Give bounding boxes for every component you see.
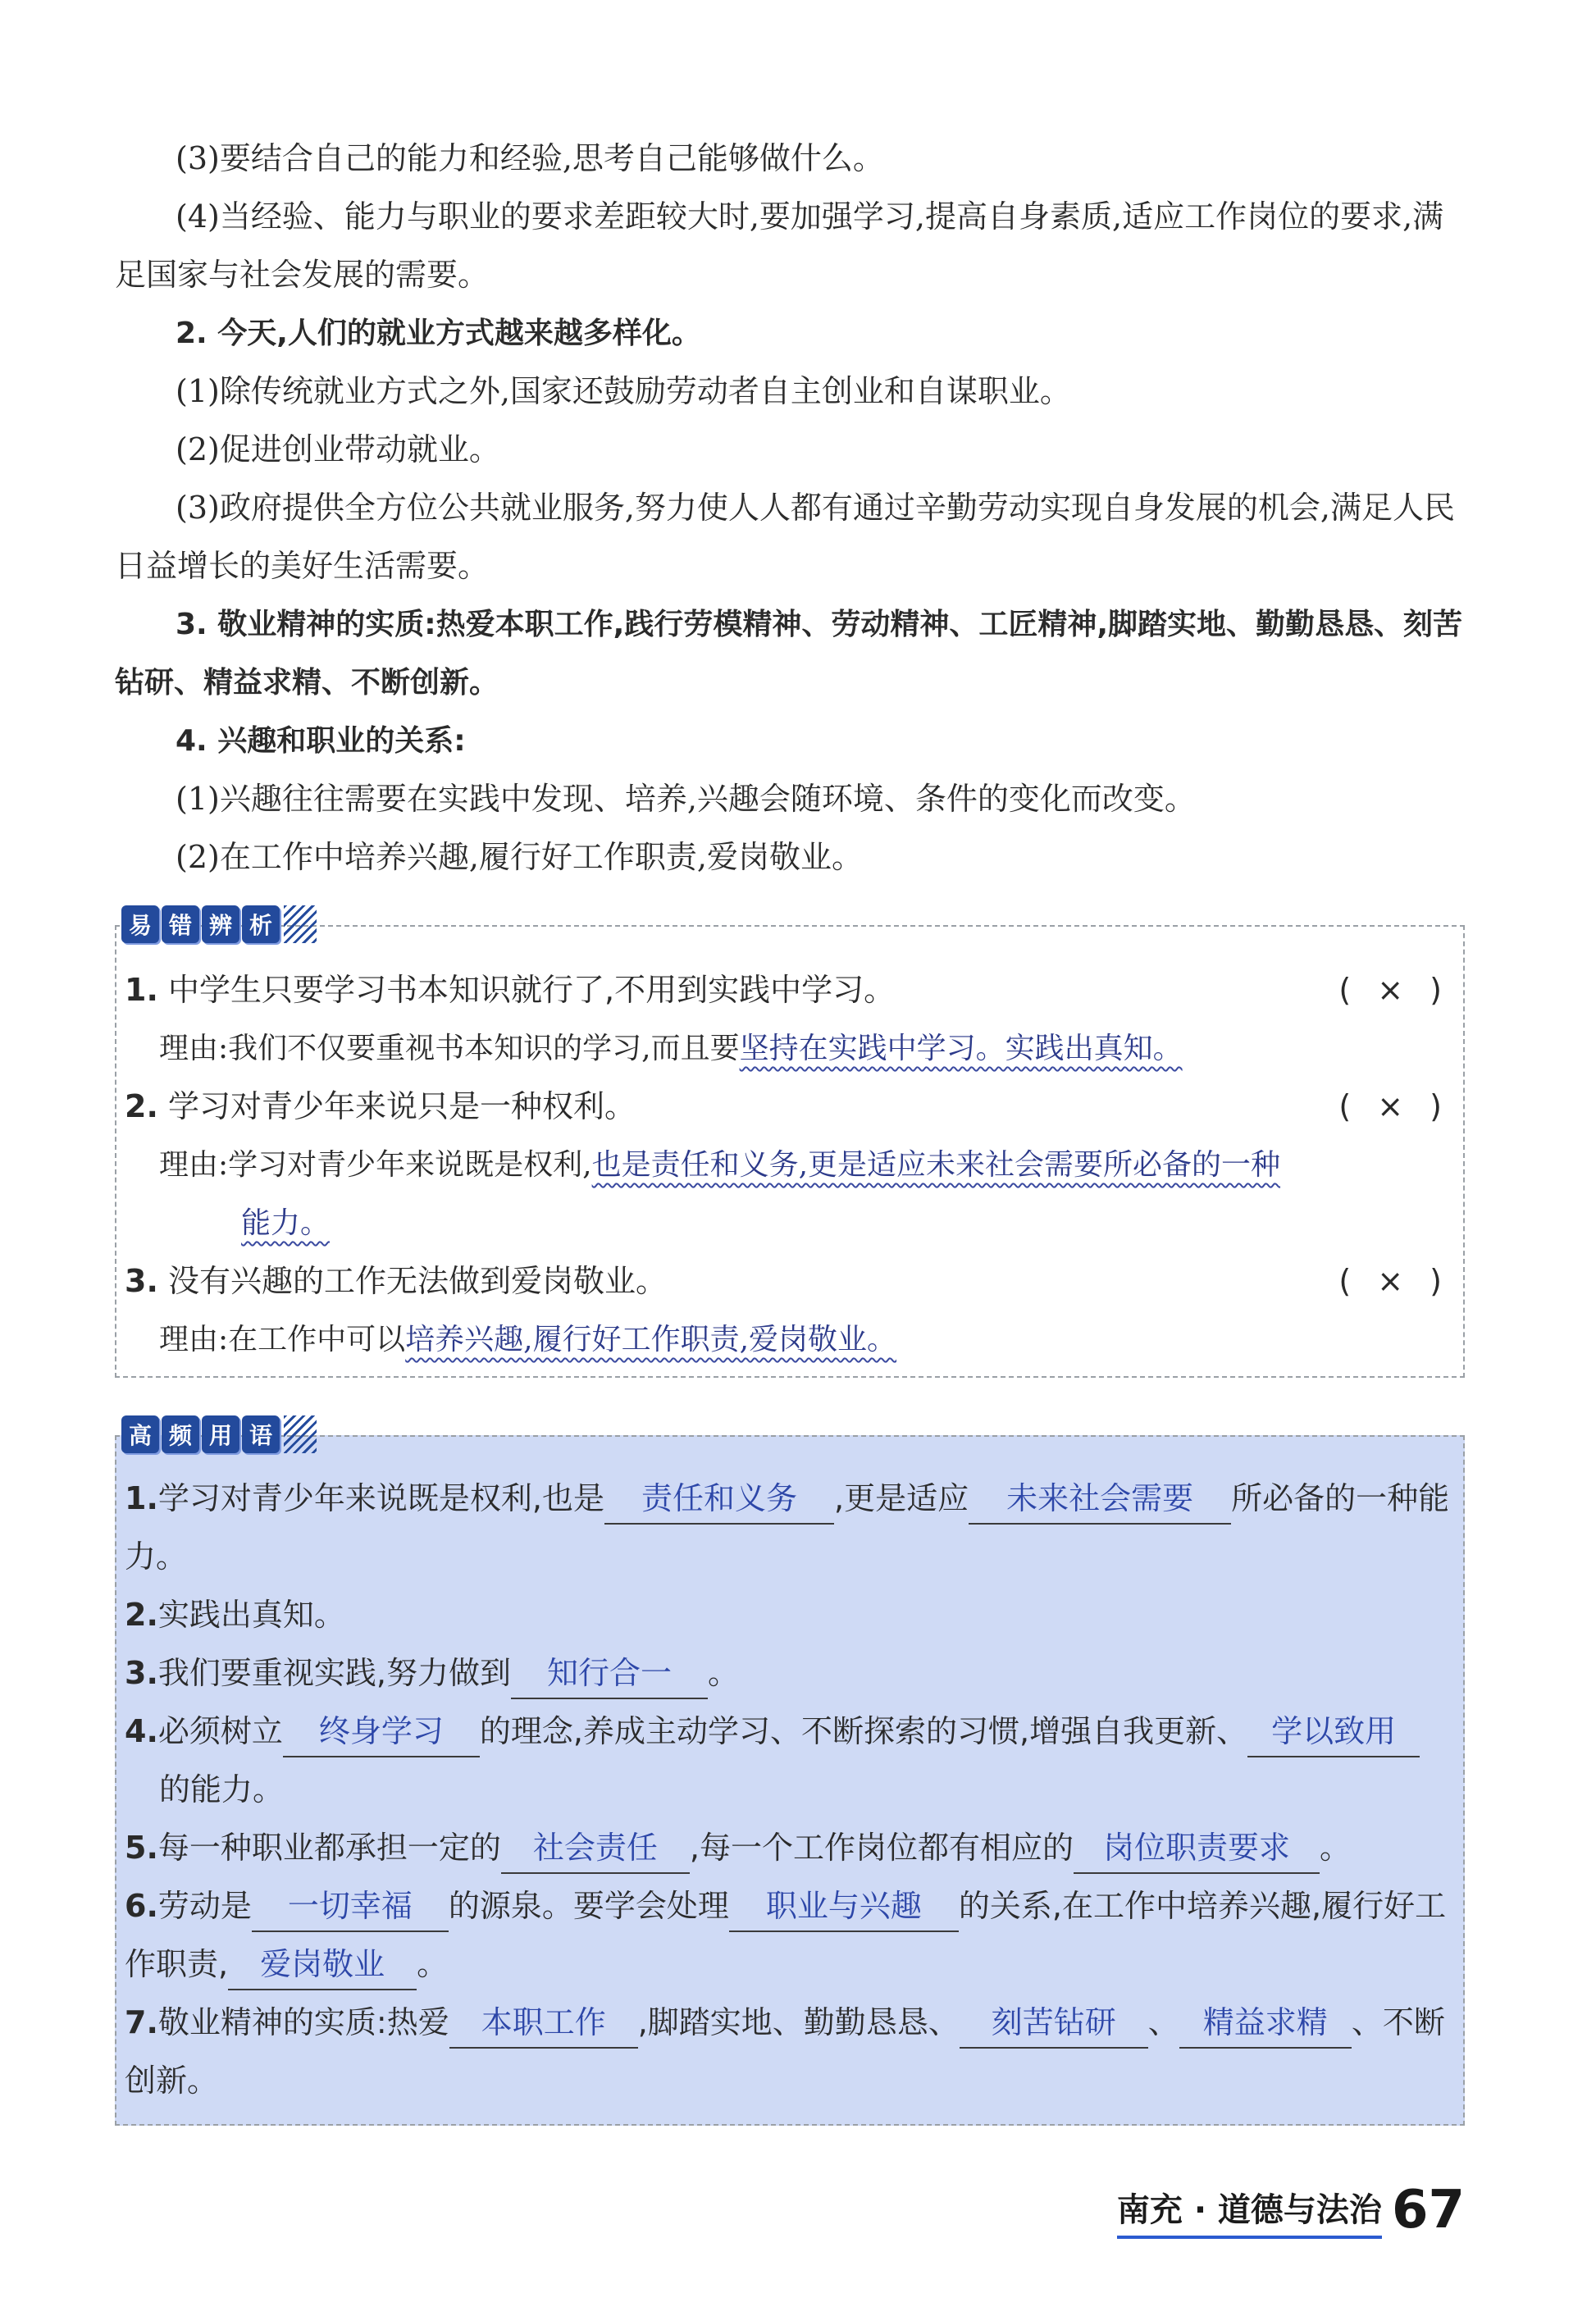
tag-stripes: [284, 905, 317, 943]
answer-blank: 本职工作: [449, 1998, 638, 2049]
tag-char: 语: [242, 1415, 280, 1453]
paragraph: (3)要结合自己的能力和经验,思考自己能够做什么。: [176, 140, 884, 176]
item-text: 我们要重视实践,努力做到: [157, 1655, 511, 1691]
item-number: 3.: [125, 1655, 158, 1691]
handwritten-answer: 也是责任和义务,更是适应未来社会需要所必备的一种: [591, 1148, 1281, 1182]
handwritten-answer: 坚持在实践中学习。实践出真知。: [739, 1032, 1183, 1065]
tag-char: 频: [162, 1415, 199, 1453]
fill-item: [125, 1470, 1450, 1586]
item-number: 7.: [125, 2004, 158, 2040]
judgement-mark: ( × ): [1338, 972, 1450, 1008]
paragraph: (1)兴趣往往需要在实践中发现、培养,兴趣会随环境、条件的变化而改变。: [176, 781, 1196, 817]
question-number: 2.: [125, 1088, 158, 1124]
item-text: 劳动是: [157, 1888, 252, 1924]
question: [125, 1252, 1450, 1311]
paragraph: (1)除传统就业方式之外,国家还鼓励劳动者自主创业和自谋职业。: [176, 373, 1071, 409]
judgement-mark: ( × ): [1338, 1088, 1450, 1124]
item-text: ,每一个工作岗位都有相应的: [689, 1830, 1074, 1866]
question: [125, 1078, 1450, 1136]
answer-blank: 岗位职责要求: [1074, 1823, 1320, 1874]
item-text: 、不断创新。: [125, 2004, 1445, 2099]
answer-blank: 职业与兴趣: [729, 1881, 959, 1932]
handwritten-answer: 培养兴趣,履行好工作职责,爱岗敬业。: [405, 1323, 897, 1356]
answer-blank: 学以致用: [1247, 1707, 1420, 1757]
answer-blank: 精益求精: [1179, 1998, 1352, 2049]
knowledge-points: [115, 130, 1468, 887]
item-text: 。: [417, 1946, 449, 1982]
answer-blank: 责任和义务: [604, 1474, 834, 1525]
paragraph: (2)在工作中培养兴趣,履行好工作职责,爱岗敬业。: [176, 839, 863, 875]
answer-blank: 知行合一: [511, 1648, 708, 1699]
key-phrases-box: [115, 1422, 1465, 2126]
fill-item: [125, 1819, 1450, 1877]
reason-label: 理由:: [159, 1148, 229, 1182]
item-text: 的关系,在工作中培养兴趣,履行好工作职责,: [125, 1888, 1447, 1982]
item-number: 5.: [125, 1830, 158, 1866]
answer-blank: 社会责任: [501, 1823, 690, 1874]
reason-printed: 在工作中可以: [228, 1323, 406, 1356]
tag-char: 高: [121, 1415, 159, 1453]
item-text: ,更是适应: [833, 1480, 969, 1516]
item-text: 的理念,养成主动学习、不断探索的习惯,增强自我更新、: [479, 1713, 1248, 1749]
question-text: 中学生只要学习书本知识就行了,不用到实践中学习。: [167, 972, 896, 1008]
item-text: 。: [1320, 1830, 1352, 1866]
reason-printed: 我们不仅要重视书本知识的学习,而且要: [228, 1032, 740, 1065]
error-analysis-box: [115, 912, 1465, 1378]
section-heading: 3. 敬业精神的实质:热爱本职工作,践行劳模精神、劳动精神、工匠精神,脚踏实地、勤勤恳恳、刻苦钻研、精益求精、不断创新。: [115, 608, 1463, 700]
item-text: 敬业精神的实质:热爱: [157, 2004, 449, 2040]
tag-char: 析: [242, 905, 280, 943]
fill-item: [125, 1703, 1450, 1819]
page-number: 67: [1391, 2180, 1465, 2240]
item-text: 实践出真知。: [157, 1597, 345, 1633]
page-footer: [1117, 2181, 1465, 2239]
question-number: 3.: [125, 1263, 158, 1299]
item-number: 1.: [125, 1480, 158, 1516]
reason: [125, 1311, 1450, 1369]
tag-char: 错: [162, 905, 199, 943]
fill-item: [125, 1994, 1450, 2110]
item-text: 必须树立: [157, 1713, 283, 1749]
question-number: 1.: [125, 972, 158, 1008]
item-text: 。: [707, 1655, 739, 1691]
item-text: 每一种职业都承担一定的: [157, 1830, 501, 1866]
paragraph: (3)政府提供全方位公共就业服务,努力使人人都有通过辛勤劳动实现自身发展的机会,满足人民日益增长的美好生活需要。: [115, 490, 1455, 584]
item-text: 学习对青少年来说既是权利,也是: [157, 1480, 604, 1516]
paragraph: (2)促进创业带动就业。: [176, 431, 500, 467]
reason-printed: 学习对青少年来说既是权利,: [228, 1148, 592, 1182]
reason-label: 理由:: [159, 1032, 229, 1065]
tag-char: 易: [121, 905, 159, 943]
paragraph: (4)当经验、能力与职业的要求差距较大时,要加强学习,提高自身素质,适应工作岗位的要求,满足国家与社会发展的需要。: [115, 198, 1444, 293]
answer-blank: 未来社会需要: [969, 1474, 1231, 1525]
item-text: 、: [1147, 2004, 1179, 2040]
tag-stripes: [284, 1415, 317, 1453]
answer-blank: 终身学习: [283, 1707, 480, 1757]
item-text: 的能力。: [159, 1771, 285, 1807]
reason: [125, 1019, 1450, 1078]
item-number: 6.: [125, 1888, 158, 1924]
fill-item: [125, 1644, 1450, 1703]
question: [125, 961, 1450, 1019]
handwritten-answer: 能力。: [241, 1206, 331, 1240]
tag-char: 辨: [202, 905, 239, 943]
key-phrases-tag: [121, 1415, 317, 1453]
item-number: 4.: [125, 1713, 158, 1749]
answer-blank: 刻苦钻研: [960, 1998, 1148, 2049]
section-heading: 2. 今天,人们的就业方式越来越多样化。: [176, 317, 701, 350]
error-analysis-tag: [121, 905, 317, 943]
item-text: 所必备的一种能力。: [125, 1480, 1450, 1575]
book-subject-label: 南充 · 道德与法治: [1117, 2184, 1382, 2239]
question-text: 学习对青少年来说只是一种权利。: [167, 1088, 636, 1124]
answer-blank: 一切幸福: [252, 1881, 449, 1932]
fill-item: [125, 1877, 1450, 1994]
judgement-mark: ( × ): [1338, 1263, 1450, 1299]
reason: [125, 1136, 1450, 1252]
tag-char: 用: [202, 1415, 239, 1453]
section-heading: 4. 兴趣和职业的关系:: [176, 724, 466, 758]
item-text: 的源泉。要学会处理: [448, 1888, 729, 1924]
question-text: 没有兴趣的工作无法做到爱岗敬业。: [167, 1263, 667, 1299]
fill-item: [125, 1586, 1450, 1644]
answer-blank: 爱岗敬业: [228, 1940, 417, 1990]
reason-label: 理由:: [159, 1323, 229, 1356]
item-number: 2.: [125, 1597, 158, 1633]
item-text: ,脚踏实地、勤勤恳恳、: [637, 2004, 960, 2040]
